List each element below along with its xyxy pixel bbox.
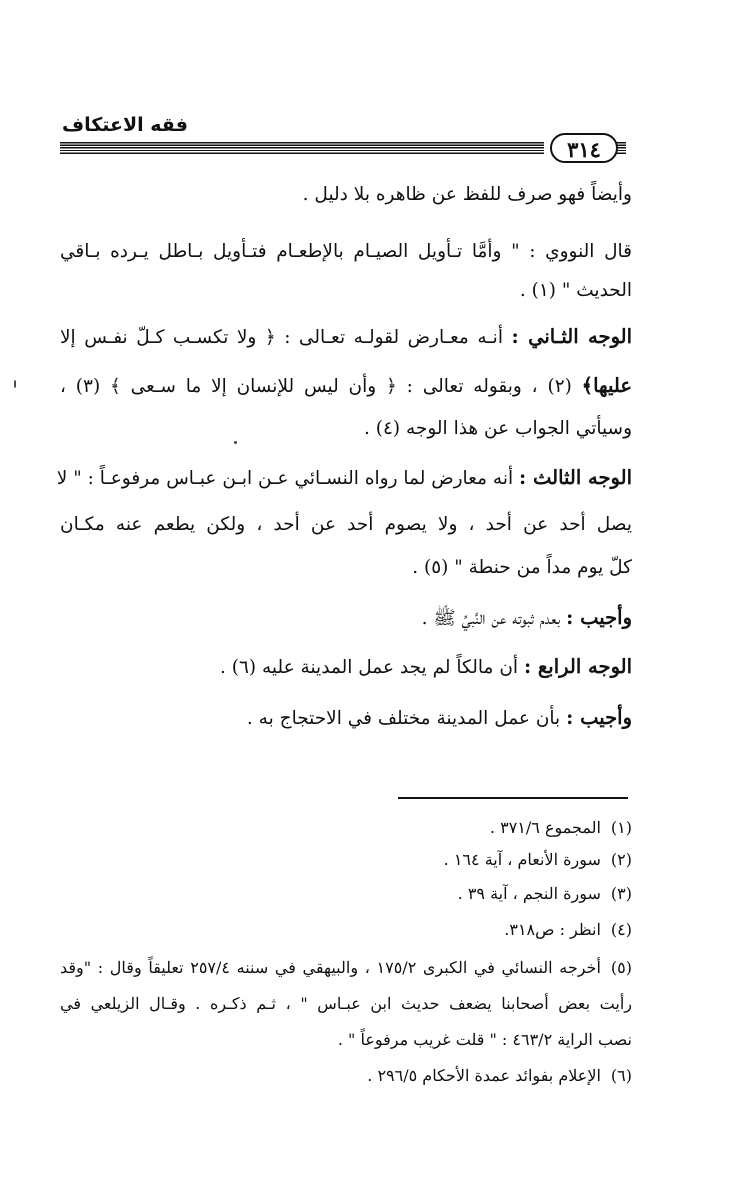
quran-verse: عليها﴾ [581,374,633,397]
body-text: أنه معارض لما رواه النسـائي عـن ابـن عبـاس مرفوعـاً : " لا [56,468,514,489]
body-line [422,606,632,634]
footnote-continuation: نصب الراية ٤٦٣/٢ : " قلت غريب مرفوعاً " . [337,1030,632,1049]
section-heading: الوجه الرابع : [523,655,632,678]
answer-heading: وأجيب : [566,706,632,729]
body-line: قال النووي : " وأمَّا تـأويل الصيـام بالإطعـام فتـأويل بـاطل يـرده بـاقي [60,241,632,262]
footnote-text: سورة النجم ، آية ٣٩ . [457,884,601,903]
footnote-text: المجموع ٣٧١/٦ . [489,818,601,837]
answer-heading: وأجيب : [566,606,632,629]
body-text: (٢) ، وبقوله تعالى : ﴿ وأن ليس للإنسان إلا ما سـعى ﴾ (٣) ، [60,376,572,397]
footnote-text: أخرجه النسائي في الكبرى ١٧٥/٢ ، والبيهقي في سننه ٢٥٧/٤ تعليقاً وقال : "وقد [60,958,601,977]
footnote [444,850,632,869]
body-text: أن مالكاً لم يجد عمل المدينة عليه (٦) . [219,657,519,678]
body-line: وأيضاً فهو صرف للفظ عن ظاهره بلا دليل . [302,184,632,205]
footnote-separator [398,797,628,799]
footnote [490,818,632,837]
footnote-number: (٤) [610,920,632,939]
footnote-text: انظر : ص٣١٨. [504,920,601,939]
body-text: بأن عمل المدينة مختلف في الاحتجاج به . [246,708,561,729]
footnote-number: (٥) [610,958,632,977]
body-line: الحديث " (١) . [519,280,632,301]
footnote [458,884,632,903]
margin-mark [14,380,16,388]
body-line [60,374,632,397]
footnote [60,958,632,977]
body-line [60,325,632,348]
body-line [247,706,632,729]
footnote-text: الإعلام بفوائد عمدة الأحكام ٢٩٦/٥ . [367,1066,601,1085]
header-rule [60,142,626,155]
body-text: بعدم ثبوته عن النَّبيِّ ﷺ . [421,608,561,629]
footnote-number: (٦) [610,1066,632,1085]
footnote-number: (٣) [610,884,632,903]
section-heading: الوجه الثـاني : [511,325,632,348]
footnote-text: سورة الأنعام ، آية ١٦٤ . [443,850,601,869]
footnote-continuation: رأيت بعض أصحابنا يضعف حديث ابن عبـاس " ، ثـم ذكـره . وقـال الزيلعي في [60,994,632,1013]
body-line: يصل أحد عن أحد ، ولا يصوم أحد عن أحد ، ولكن يطعم عنه مكـان [60,514,632,535]
stray-dot [234,441,237,444]
body-line [56,466,632,489]
body-line: وسيأتي الجواب عن هذا الوجه (٤) . [363,418,632,439]
footnote [367,1066,632,1085]
body-line [220,655,632,678]
page-number: ٣١٤ [550,133,618,163]
body-text: أنـه معـارض لقولـه تعـالى : ﴿ ولا تكسـب كـلّ نفـس إلا [60,327,503,348]
section-heading: الوجه الثالث : [519,466,632,489]
footnote [504,920,632,939]
body-line: كلّ يوم مداً من حنطة " (٥) . [412,557,632,578]
running-title: فقه الاعتكاف [62,114,188,136]
footnote-number: (١) [610,818,632,837]
header-rule-lines [60,142,544,155]
footnote-number: (٢) [610,850,632,869]
